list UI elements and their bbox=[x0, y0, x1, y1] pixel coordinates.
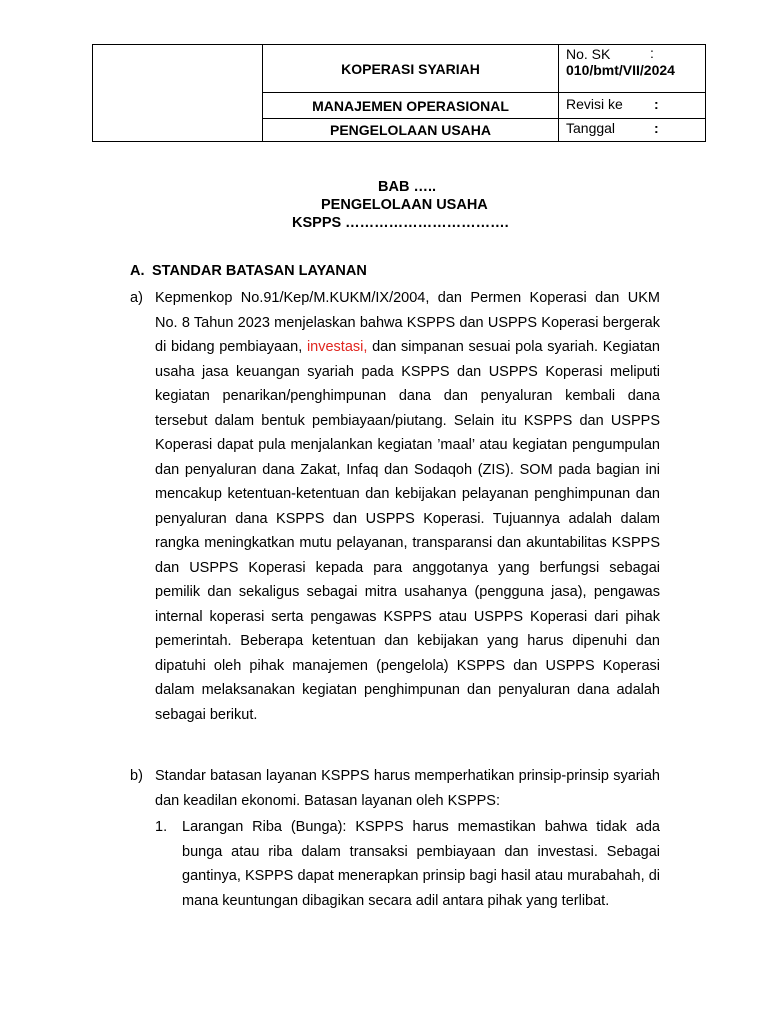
kspps-name: KSPPS ……………………………. bbox=[292, 215, 509, 231]
logo-cell bbox=[93, 45, 263, 141]
no-sk-cell bbox=[559, 45, 705, 93]
paragraph-b: Standar batasan layanan KSPPS harus memperhatikan prinsip-prinsip syariah dan keadilan ekonomi. Batasan layanan oleh KSPPS: bbox=[155, 768, 660, 809]
section-title: STANDAR BATASAN LAYANAN bbox=[152, 263, 367, 279]
no-sk-colon: : bbox=[650, 45, 654, 61]
tanggal-cell bbox=[559, 119, 705, 141]
header-section: PENGELOLAAN USAHA bbox=[263, 119, 559, 141]
highlighted-word: investasi, bbox=[306, 339, 368, 355]
document-header-table bbox=[92, 44, 706, 142]
paragraph-a bbox=[155, 286, 660, 727]
paragraph-a-text-2: dan simpanan sesuai pola syariah. Kegiatan usaha jasa keuangan syariah pada KSPPS dan USPPS Koperasi meliputi kegiatan penarikan/penghimpunan dana dan penyaluran kembali dana tersebut dalam bentuk pembiayaan/piutang. Selain itu KSPPS dan USPPS Koperasi dapat pula menjalankan kegiatan ’maal’ atau kegiatan pengumpulan dan penyaluran dana Zakat, Infaq dan Sodaqoh (ZIS). SOM pada bagian ini mencakup ketentuan-ketentuan dan kebijakan pelayanan penghimpunan dan penyaluran dana KSPPS dan USPPS Koperasi. Tujuannya adalah dalam rangka meningkatkan mutu pelayanan, transparansi dan akuntabilitas KSPPS dan USPPS Koperasi kepada para anggotanya yang berfungsi sebagai pemilik dan sekaligus sebagai mitra usahanya (pengguna jasa), pengawas internal koperasi serta pengawas KSPPS atau USPPS Koperasi dari pihak pemerintah. Beberapa ketentuan dan kebijakan yang harus dipenuhi dan dipatuhi oleh pihak manajemen (pengelola) KSPPS dan USPPS Koperasi dalam melaksanakan kegiatan penghimpunan dan penyaluran dana adalah sebagai berikut. bbox=[155, 339, 660, 723]
revisi-label: Revisi ke bbox=[566, 96, 623, 112]
list-marker-a: a) bbox=[130, 290, 143, 306]
list-marker-b: b) bbox=[130, 768, 143, 784]
header-subtitle: MANAJEMEN OPERASIONAL bbox=[263, 93, 559, 119]
paragraph-a-text-1: Kepmenkop No.91/Kep/M.KUKM/IX/2004, dan Permen Koperasi dan UKM No. 8 Tahun 2023 menjelaskan bahwa KSPPS dan USPPS Koperasi bergerak di bidang pembiayaan, bbox=[155, 290, 660, 355]
bab-title: BAB ….. bbox=[378, 179, 436, 195]
list-marker-1: 1. bbox=[155, 819, 168, 835]
no-sk-value: 010/bmt/VII/2024 bbox=[566, 62, 675, 78]
revisi-cell bbox=[559, 93, 705, 119]
section-number: A. bbox=[130, 263, 145, 279]
header-title: KOPERASI SYARIAH bbox=[263, 45, 559, 93]
revisi-colon: : bbox=[654, 96, 659, 112]
tanggal-colon: : bbox=[654, 120, 659, 136]
no-sk-label: No. SK bbox=[566, 46, 611, 62]
chapter-heading: PENGELOLAAN USAHA bbox=[321, 197, 488, 213]
section-heading bbox=[130, 263, 367, 279]
paragraph-1: Larangan Riba (Bunga): KSPPS harus memastikan bahwa tidak ada bunga atau riba dalam transaksi pembiayaan dan investasi. Sebagai gantinya, KSPPS dapat menerapkan prinsip bagi hasil atau murabahah, di mana keuntungan dibagikan secara adil antara pihak yang terlibat. bbox=[182, 819, 660, 909]
tanggal-label: Tanggal bbox=[566, 120, 616, 136]
